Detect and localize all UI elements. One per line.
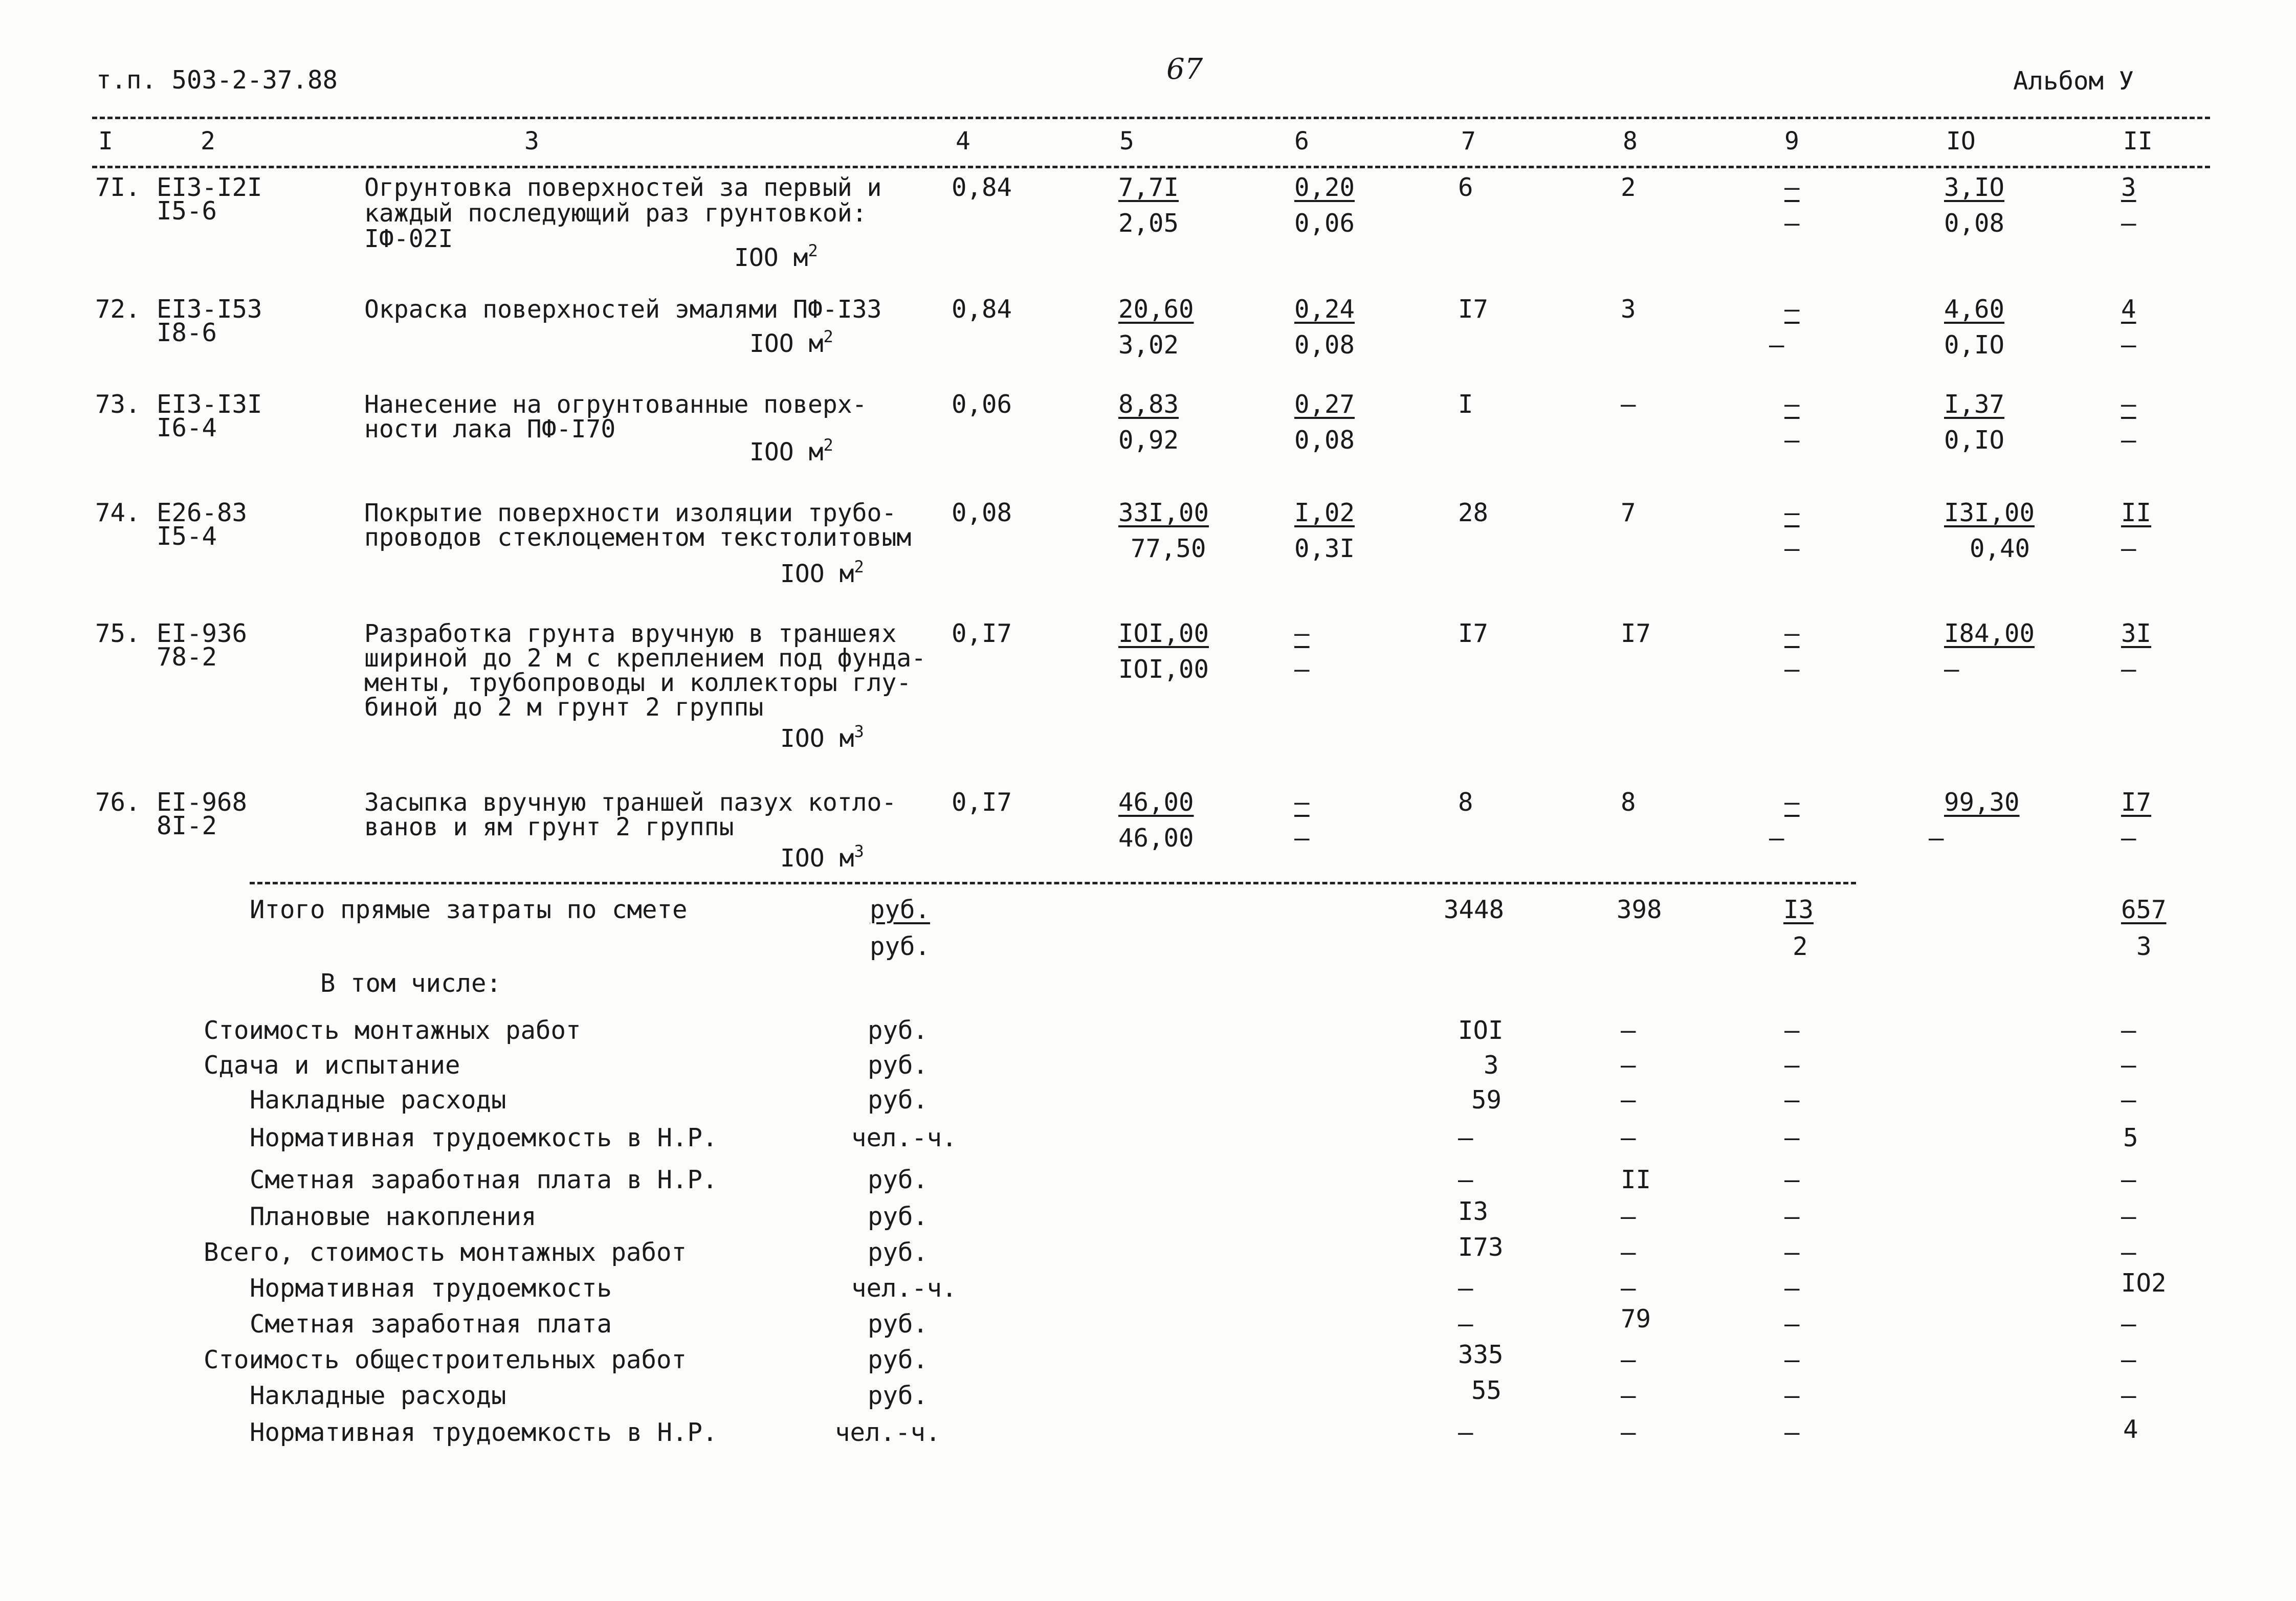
summary-labor: IО2 — [2121, 1269, 2167, 1298]
summary-machine: – — [1784, 1381, 1800, 1410]
summary-labor: 4 — [2123, 1415, 2138, 1444]
summary-machine: – — [1784, 1309, 1800, 1339]
summary-wage: – — [1621, 1202, 1636, 1231]
row-coefficient: 0,84 — [952, 295, 1012, 324]
row-machine-total: – — [1784, 295, 1800, 324]
summary-label: Накладные расходы — [250, 1381, 506, 1410]
summary-label: Сдача и испытание — [204, 1051, 460, 1080]
row-total-wage: 2 — [1621, 173, 1636, 202]
row-machine-total: – — [1784, 390, 1800, 419]
column-header-5: 5 — [1119, 127, 1134, 155]
row-machine-cost: I,02 — [1294, 498, 1355, 527]
totals-wage: 398 — [1617, 895, 1662, 924]
row-labor-unit-sub: 0,IО — [1944, 330, 2005, 360]
row-labor-unit-sub: – — [1944, 655, 1959, 684]
summary-wage: – — [1621, 1238, 1636, 1267]
row-unit: IОО $м^3$ — [780, 841, 864, 873]
row-labor-unit-sub: 0,IО — [1944, 426, 2005, 455]
row-unit-cost: 46,00 — [1118, 788, 1194, 817]
summary-labor: – — [2121, 1202, 2136, 1231]
row-unit: IОО $м^2$ — [734, 241, 818, 272]
row-unit-cost: 20,60 — [1118, 295, 1194, 324]
summary-cost: I3 — [1458, 1197, 1489, 1226]
column-header-2: 2 — [201, 127, 215, 155]
row-labor-unit: 99,30 — [1944, 788, 2020, 817]
row-coefficient: 0,08 — [952, 498, 1012, 527]
row-code: ЕI3-I53 — [157, 295, 262, 324]
row-labor-total-sub: – — [2121, 330, 2136, 360]
row-unit-wage: 46,00 — [1118, 824, 1194, 853]
row-number: 73. — [95, 390, 141, 419]
row-total-wage: 7 — [1621, 498, 1636, 527]
column-header-7: 7 — [1461, 127, 1476, 155]
row-description-line: ванов и ям грунт 2 группы — [364, 813, 734, 841]
row-total-cost: I7 — [1458, 619, 1489, 648]
row-machine-cost: 0,24 — [1294, 295, 1355, 324]
row-description-line: менты, трубопроводы и коллекторы глу- — [364, 669, 912, 697]
row-machine-total: – — [1784, 788, 1800, 817]
including-label: В том числе: — [320, 969, 502, 998]
summary-wage: – — [1621, 1381, 1636, 1410]
row-machine-total: – — [1784, 498, 1800, 527]
summary-labor: – — [2121, 1238, 2136, 1267]
row-description-line: Покрытие поверхности изоляции трубо- — [364, 499, 897, 527]
row-code: ЕI-936 — [157, 619, 248, 648]
row-machine-total-sub: – — [1784, 209, 1800, 238]
row-coefficient: 0,06 — [952, 390, 1012, 419]
totals-machine-sub: 2 — [1793, 932, 1808, 961]
summary-label: Плановые накопления — [250, 1202, 537, 1231]
row-machine-total: – — [1784, 173, 1800, 202]
row-total-wage: 3 — [1621, 295, 1636, 324]
row-coefficient: 0,84 — [952, 173, 1012, 202]
summary-cost: – — [1458, 1165, 1473, 1194]
totals-label: Итого прямые затраты по смете — [250, 895, 688, 924]
row-code-sub: 78-2 — [157, 642, 217, 672]
row-machine-cost: – — [1294, 619, 1310, 648]
row-total-wage: I7 — [1621, 619, 1651, 648]
row-number: 72. — [95, 295, 141, 324]
header-bottom-rule — [92, 166, 2210, 168]
row-total-cost: 6 — [1458, 173, 1473, 202]
row-total-cost: I7 — [1458, 295, 1489, 324]
row-machine-total-sub: – — [1769, 330, 1784, 360]
summary-label: Сметная заработная плата в Н.Р. — [250, 1165, 718, 1194]
summary-unit: руб. — [868, 1202, 929, 1231]
row-description-line: Окраска поверхностей эмалями ПФ-I33 — [364, 295, 882, 324]
row-machine-wage: 0,3I — [1294, 534, 1355, 563]
row-unit: IОО $м^2$ — [749, 327, 833, 358]
row-coefficient: 0,I7 — [952, 788, 1012, 817]
totals-rule — [250, 882, 1856, 884]
row-labor-total: II — [2121, 498, 2152, 527]
summary-unit: руб. — [868, 1016, 929, 1045]
summary-wage: 79 — [1621, 1304, 1651, 1333]
row-number: 7I. — [95, 173, 141, 202]
row-machine-total-sub: – — [1784, 655, 1800, 684]
summary-unit: руб. — [868, 1238, 929, 1267]
row-description-line: ности лака ПФ-I70 — [364, 415, 616, 443]
row-machine-total-sub: – — [1784, 426, 1800, 455]
summary-unit: чел.-ч. — [851, 1123, 957, 1152]
summary-wage: – — [1621, 1418, 1636, 1447]
column-header-4: 4 — [956, 127, 970, 155]
summary-wage: – — [1621, 1016, 1636, 1045]
row-unit-wage: IОI,00 — [1118, 655, 1209, 684]
row-total-wage: 8 — [1621, 788, 1636, 817]
row-machine-wage: – — [1294, 655, 1310, 684]
row-code: ЕI3-I2I — [157, 173, 262, 202]
summary-label: Всего, стоимость монтажных работ — [204, 1238, 687, 1267]
row-unit-wage: 77,50 — [1131, 534, 1206, 563]
header-top-rule — [92, 117, 2210, 119]
summary-wage: II — [1621, 1165, 1651, 1194]
totals-cost: 3448 — [1444, 895, 1505, 924]
column-header-11: II — [2123, 127, 2153, 155]
row-number: 74. — [95, 498, 141, 527]
totals-unit: руб. — [870, 895, 931, 924]
summary-cost: – — [1458, 1123, 1473, 1152]
row-labor-total: I7 — [2121, 788, 2152, 817]
row-unit-cost: 8,83 — [1118, 390, 1179, 419]
summary-cost: 55 — [1471, 1376, 1502, 1405]
summary-unit: руб. — [868, 1309, 929, 1339]
summary-label: Накладные расходы — [250, 1085, 506, 1115]
row-labor-total-sub: – — [2121, 655, 2136, 684]
row-description-line: Огрунтовка поверхностей за первый и — [364, 173, 882, 202]
row-unit-cost: IОI,00 — [1118, 619, 1209, 648]
row-unit: IОО $м^2$ — [780, 557, 864, 588]
summary-unit: руб. — [868, 1165, 929, 1194]
row-total-cost: I — [1458, 390, 1473, 419]
album-label: Альбом У — [2013, 66, 2134, 96]
summary-labor: – — [2121, 1016, 2136, 1045]
row-description-line: Нанесение на огрунтованные поверх- — [364, 390, 867, 419]
summary-labor: – — [2121, 1309, 2136, 1339]
row-code: Е26-83 — [157, 498, 248, 527]
summary-machine: – — [1784, 1085, 1800, 1115]
summary-labor: 5 — [2123, 1123, 2138, 1152]
summary-machine: – — [1784, 1051, 1800, 1080]
row-labor-total-sub: – — [2121, 824, 2136, 853]
row-machine-total: – — [1784, 619, 1800, 648]
summary-machine: – — [1784, 1165, 1800, 1194]
summary-label: Нормативная трудоемкость — [250, 1274, 612, 1303]
column-header-3: 3 — [524, 127, 539, 155]
summary-machine: – — [1784, 1274, 1800, 1303]
row-number: 76. — [95, 788, 141, 817]
column-header-10: IО — [1946, 127, 1976, 155]
row-number: 75. — [95, 619, 141, 648]
row-code-sub: I5-6 — [157, 196, 217, 226]
summary-labor: – — [2121, 1051, 2136, 1080]
summary-labor: – — [2121, 1165, 2136, 1194]
row-description-line: IФ-02I — [364, 225, 453, 253]
summary-label: Нормативная трудоемкость в Н.Р. — [250, 1123, 718, 1152]
row-total-cost: 8 — [1458, 788, 1473, 817]
row-description-line: Засыпка вручную траншей пазух котло- — [364, 788, 897, 817]
row-unit-wage: 0,92 — [1118, 426, 1179, 455]
row-labor-unit-sub: 0,08 — [1944, 209, 2005, 238]
row-coefficient: 0,I7 — [952, 619, 1012, 648]
summary-wage: – — [1621, 1051, 1636, 1080]
row-labor-total-sub: – — [2121, 534, 2136, 563]
row-machine-cost: – — [1294, 788, 1310, 817]
row-machine-wage: – — [1294, 824, 1310, 853]
row-labor-total: 3 — [2121, 173, 2136, 202]
row-labor-unit-sub: 0,40 — [1970, 534, 2030, 563]
summary-unit: руб. — [868, 1051, 929, 1080]
summary-wage: – — [1621, 1274, 1636, 1303]
summary-label: Стоимость общестроительных работ — [204, 1345, 687, 1374]
row-labor-unit: I84,00 — [1944, 619, 2035, 648]
row-machine-cost: 0,20 — [1294, 173, 1355, 202]
row-total-wage: – — [1621, 390, 1636, 419]
row-description-line: шириной до 2 м с креплением под фунда- — [364, 644, 926, 673]
row-labor-total-sub: – — [2121, 209, 2136, 238]
row-machine-total-sub: – — [1769, 824, 1784, 853]
summary-wage: – — [1621, 1123, 1636, 1152]
summary-cost: I73 — [1458, 1233, 1504, 1262]
summary-cost: IОI — [1458, 1016, 1504, 1045]
summary-machine: – — [1784, 1345, 1800, 1374]
row-labor-unit: 3,IО — [1944, 173, 2005, 202]
row-labor-unit-sub: – — [1929, 824, 1944, 853]
row-code-sub: 8I-2 — [157, 811, 217, 840]
row-unit-cost: 33I,00 — [1118, 498, 1209, 527]
summary-cost: 59 — [1471, 1085, 1502, 1115]
row-labor-total: – — [2121, 390, 2136, 419]
summary-machine: – — [1784, 1418, 1800, 1447]
row-machine-total-sub: – — [1784, 534, 1800, 563]
row-machine-wage: 0,08 — [1294, 426, 1355, 455]
summary-machine: – — [1784, 1202, 1800, 1231]
row-description-line: Разработка грунта вручную в траншеях — [364, 619, 897, 648]
summary-machine: – — [1784, 1016, 1800, 1045]
row-description-line: биной до 2 м грунт 2 группы — [364, 693, 764, 722]
totals-unit-sub: руб. — [870, 932, 931, 961]
page-number: 67 — [1166, 53, 1203, 86]
row-labor-unit: 4,60 — [1944, 295, 2005, 324]
row-code-sub: I6-4 — [157, 413, 217, 442]
row-description-line: каждый последующий раз грунтовкой: — [364, 199, 867, 228]
summary-unit: руб. — [868, 1345, 929, 1374]
summary-label: Стоимость монтажных работ — [204, 1016, 581, 1045]
summary-cost: – — [1458, 1418, 1473, 1447]
row-unit: IОО $м^3$ — [780, 722, 864, 753]
summary-wage: – — [1621, 1085, 1636, 1115]
summary-unit: руб. — [868, 1381, 929, 1410]
row-total-cost: 28 — [1458, 498, 1489, 527]
summary-cost: 335 — [1458, 1340, 1504, 1369]
summary-wage: – — [1621, 1345, 1636, 1374]
row-labor-total: 3I — [2121, 619, 2152, 648]
row-unit-wage: 2,05 — [1118, 209, 1179, 238]
document-id: т.п. 503-2-37.88 — [96, 65, 338, 95]
summary-unit: чел.-ч. — [835, 1418, 941, 1447]
row-code: ЕI-968 — [157, 788, 248, 817]
summary-labor: – — [2121, 1085, 2136, 1115]
summary-machine: – — [1784, 1123, 1800, 1152]
column-header-8: 8 — [1623, 127, 1638, 155]
summary-cost: – — [1458, 1274, 1473, 1303]
totals-labor: 657 — [2121, 895, 2167, 924]
summary-cost: – — [1458, 1309, 1473, 1339]
summary-cost: 3 — [1484, 1051, 1499, 1080]
summary-unit: руб. — [868, 1085, 929, 1115]
row-labor-unit: I,37 — [1944, 390, 2005, 419]
row-labor-total-sub: – — [2121, 426, 2136, 455]
row-machine-wage: 0,06 — [1294, 209, 1355, 238]
row-unit-wage: 3,02 — [1118, 330, 1179, 360]
summary-unit: чел.-ч. — [851, 1274, 957, 1303]
summary-labor: – — [2121, 1381, 2136, 1410]
summary-labor: – — [2121, 1345, 2136, 1374]
row-machine-cost: 0,27 — [1294, 390, 1355, 419]
row-code-sub: I5-4 — [157, 522, 217, 551]
column-header-1: I — [98, 127, 113, 155]
row-unit: IОО $м^2$ — [749, 435, 833, 466]
row-description-line: проводов стеклоцементом текстолитовым — [364, 523, 912, 552]
column-header-6: 6 — [1294, 127, 1309, 155]
row-unit-cost: 7,7I — [1118, 173, 1179, 202]
column-header-9: 9 — [1784, 127, 1799, 155]
summary-label: Сметная заработная плата — [250, 1309, 612, 1339]
summary-machine: – — [1784, 1238, 1800, 1267]
row-code: ЕI3-I3I — [157, 390, 262, 419]
row-labor-unit: I3I,00 — [1944, 498, 2035, 527]
totals-machine: I3 — [1783, 895, 1814, 924]
row-machine-wage: 0,08 — [1294, 330, 1355, 360]
summary-label: Нормативная трудоемкость в Н.Р. — [250, 1418, 718, 1447]
totals-labor-sub: 3 — [2136, 932, 2152, 961]
row-labor-total: 4 — [2121, 295, 2136, 324]
row-code-sub: I8-6 — [157, 318, 217, 347]
